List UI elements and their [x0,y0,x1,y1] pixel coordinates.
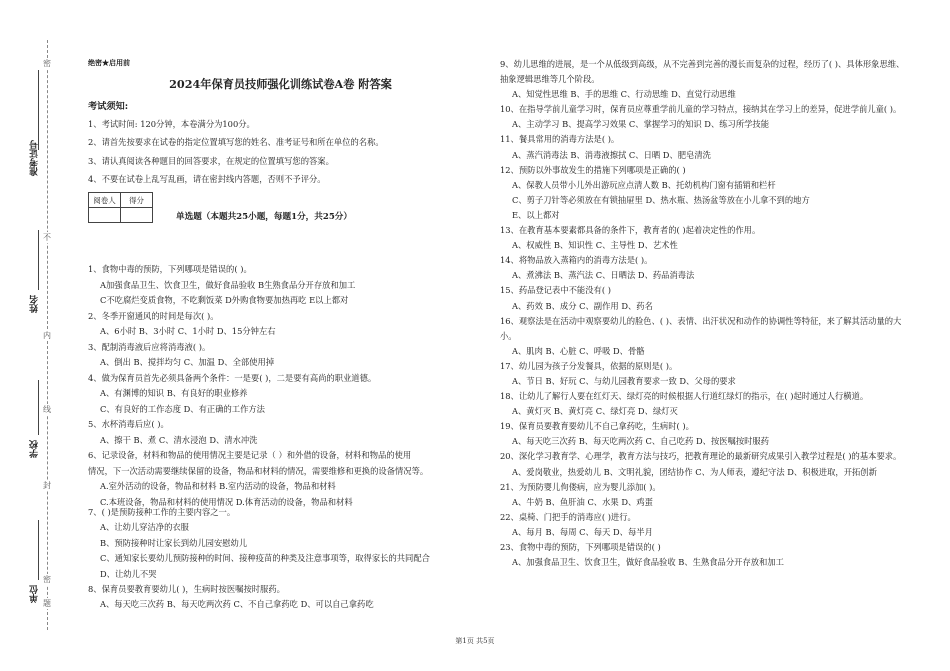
question-line: 2、冬季开窗通风的时间是每次( )。 [88,310,219,321]
seal-char: 封 [43,481,51,490]
seal-char: 密 [43,59,51,68]
question-line: 5、水杯消毒后应( )。 [88,419,169,429]
seal-char: 线 [43,405,51,414]
question-line: 18、让幼儿了解行人要在红灯天、绿灯亮的时候根据人行道红绿灯的指示，在( )起时通过人行横道。 [500,391,869,402]
field-unit: 单位 [30,585,40,603]
question-line: 21、为预防婴儿佝偻病，应为婴儿添加( )。 [500,481,661,492]
seal-char: 内 [43,331,51,340]
score-table-cell[interactable] [89,208,121,223]
question-line: 14、将物品放入蒸箱内的消毒方法是( )。 [500,255,653,266]
notes-heading: 考试须知: [88,101,129,112]
option-line: A、爱岗敬业，热爱幼儿 B、文明礼貌，团结协作 C、为人师表，遵纪守法 D、积极进取，开拓创新 [512,466,877,477]
option-line: C、剪子刀针等必须放在有锁抽屉里 D、热水瓶、热汤盆等放在小儿拿不到的地方 [512,194,810,205]
option-line: A、煮沸法 B、蒸汽法 C、日晒法 D、药品消毒法 [512,270,695,281]
right-question-list [500,57,910,570]
option-line: A、药效 B、成分 C、副作用 D、药名 [512,300,653,311]
option-line: A、加强食品卫生、饮食卫生，做好食品验收 B、生熟食品分开存放和加工 [512,557,784,568]
option-line: A.室外活动的设备，物品和材料 B.室内活动的设备，物品和材料 [100,481,336,491]
score-table-header: 得分 [121,193,153,208]
option-line: A、每天吃三次药 B、每天吃两次药 C、不自己拿药吃 D、可以自己拿药吃 [100,599,374,610]
question-line: 15、药品登记表中不能没有( ) [500,285,611,296]
option-line: A、有渊博的知识 B、有良好的职业修养 [100,388,248,398]
exam-notes [88,115,473,188]
question-line: 11、餐具常用的消毒方法是( )。 [500,134,620,145]
question-line: 3、配制消毒液后应将消毒液( )。 [88,341,211,352]
option-line: A、知觉性思维 B、手的思维 C、行动思维 D、直觉行动思维 [512,89,736,100]
fill-line [38,380,39,435]
binding-margin [0,0,70,671]
fill-line [38,70,39,150]
seal-char: 密 [43,575,51,584]
option-line: D、让幼儿不哭 [100,568,157,579]
option-line: C.本班设备，物品和材料的使用情况 D.体育活动的设备，物品和材料 [100,496,353,507]
secret-mark: 绝密★启用前 [88,58,130,67]
fill-line [38,520,39,580]
left-question-list [88,262,473,510]
option-line: C、通知家长要幼儿预防接种的时间、接种疫苗的种类及注意事项等，取得家长的共同配合 [100,553,430,564]
page-title: 2024年保育员技师强化训练试卷A卷 附答案 [169,77,392,91]
option-line: C、有良好的工作态度 D、有正确的工作方法 [100,403,265,414]
page-footer: 第1页 共5页 [455,637,495,645]
score-table-header: 阅卷人 [89,193,121,208]
question-line: 10、在指导学前儿童学习时，保育员应尊重学前儿童的学习特点，接纳其在学习上的差异，促进学前儿童( )。 [500,104,902,115]
question-line: 9、幼儿思维的进展，是一个从低级到高级，从不完善到完善的漫长而复杂的过程，经历了( )、具体形象思维、抽象逻辑思维等几个阶段。 [500,59,905,85]
option-line: A、蒸汽消毒法 B、消毒液擦拭 C、日晒 D、肥皂清洗 [512,149,711,160]
option-line: A、倒出 B、搅拌均匀 C、加温 D、全部使用掉 [100,357,275,367]
question-line: 16、观察法是在活动中观察要幼儿的脸色、( )、表情、出汗状况和动作的协调性等特征，来了解其活动量的大小。 [500,315,902,341]
question-line: 22、桌椅、门把手的消毒应( )进行。 [500,511,636,522]
option-line: A、黄灯灭 B、黄灯亮 C、绿灯亮 D、绿灯灭 [512,406,678,417]
question-line: 19、保育员要教育要幼儿不自己拿药吃，生病时( )。 [500,421,694,432]
option-line: A、权威性 B、知识性 C、主导性 D、艺术性 [512,240,678,251]
note-item: 4、不要在试卷上乱写乱画，请在密封线内答题，否则不予评分。 [88,173,326,184]
option-line: A、主动学习 B、提高学习效果 C、掌握学习的知识 D、练习所学技能 [512,119,770,130]
note-item: 3、请认真阅读各种题目的回答要求，在规定的位置填写您的答案。 [88,155,334,166]
question-line: 情况，下一次活动需要继续保留的设备，物品和材料的情况，需要维修和更换的设备情况等。 [88,465,429,476]
field-name: 姓名 [30,295,40,313]
left-question-list-b [88,505,473,613]
seal-char: 题 [43,599,51,608]
note-item: 2、请首先按要求在试卷的指定位置填写您的姓名、准考证号和所在单位的名称。 [88,137,384,148]
option-line: E、以上都对 [512,209,560,220]
question-line: 20、深化学习教育学、心理学，教育方法与技巧，把教育理论的最新研究成果引入教学过程是( )的基本要求。 [500,451,902,462]
question-line: 4、做为保育员首先必须具备两个条件：一是要( )，二是要有高尚的职业道德。 [88,372,377,383]
option-line: A、牛奶 B、鱼肝油 C、水果 D、鸡蛋 [512,496,653,507]
option-line: A加强食品卫生、饮食卫生，做好食品验收 B生熟食品分开存放和加工 [100,279,356,290]
question-line: 12、预防以外事故发生的措施下列哪项是正确的( ) [500,164,686,175]
note-item: 1、考试时间: 120分钟，本卷满分为100分。 [88,119,255,129]
question-line: 17、幼儿园为孩子分发餐具，依据的原则是( )。 [500,360,678,371]
question-line: 23、食物中毒的预防，下列哪项是错误的( ) [500,542,661,552]
option-line: A、节日 B、好玩 C、与幼儿园教育要求一致 D、父母的要求 [512,375,736,386]
question-line: 1、食物中毒的预防，下列哪项是错误的( )。 [88,264,252,274]
option-line: A、保教人员带小儿外出游玩应点清人数 B、托幼机构门窗有插销和栏杆 [512,179,776,190]
question-line: 6、记录设备，材料和物品的使用情况主要是记录（ ）和外借的设备，材料和物品的使用 [88,450,412,460]
score-table [88,192,153,223]
fill-line [38,230,39,290]
option-line: A、擦干 B、煮 C、清水浸泡 D、清水冲洗 [100,434,258,445]
option-line: A、肌肉 B、心脏 C、呼吸 D、骨骼 [512,345,645,356]
field-exam-number: 准考证号 [30,140,40,176]
question-line: 8、保育员要教育要幼儿( )，生病时按医嘱按时服药。 [88,584,285,595]
option-line: A、每天吃三次药 B、每天吃两次药 C、自己吃药 D、按医嘱按时服药 [512,436,770,447]
option-line: A、让幼儿穿洁净的衣服 [100,522,189,533]
section-heading: 单选题（本题共25小题，每题1分，共25分） [176,212,352,222]
option-line: B、预防接种时让家长到幼儿园安慰幼儿 [100,537,248,548]
score-table-cell[interactable] [121,208,153,223]
seal-char: 不 [43,233,51,242]
question-line: 13、在教育基本要素都具备的条件下，教育者的( )起着决定性的作用。 [500,225,761,236]
option-line: A、6小时 B、3小时 C、1小时 D、15分钟左右 [100,326,276,336]
question-line: 7、( )是预防接种工作的主要内容之一。 [88,507,236,517]
field-school: 学校 [30,440,40,458]
option-line: A、每月 B、每周 C、每天 D、每半月 [512,526,653,537]
option-line: C不吃腐烂变质食物，不吃剩饭菜 D外购食物要加热再吃 E以上都对 [100,295,349,305]
